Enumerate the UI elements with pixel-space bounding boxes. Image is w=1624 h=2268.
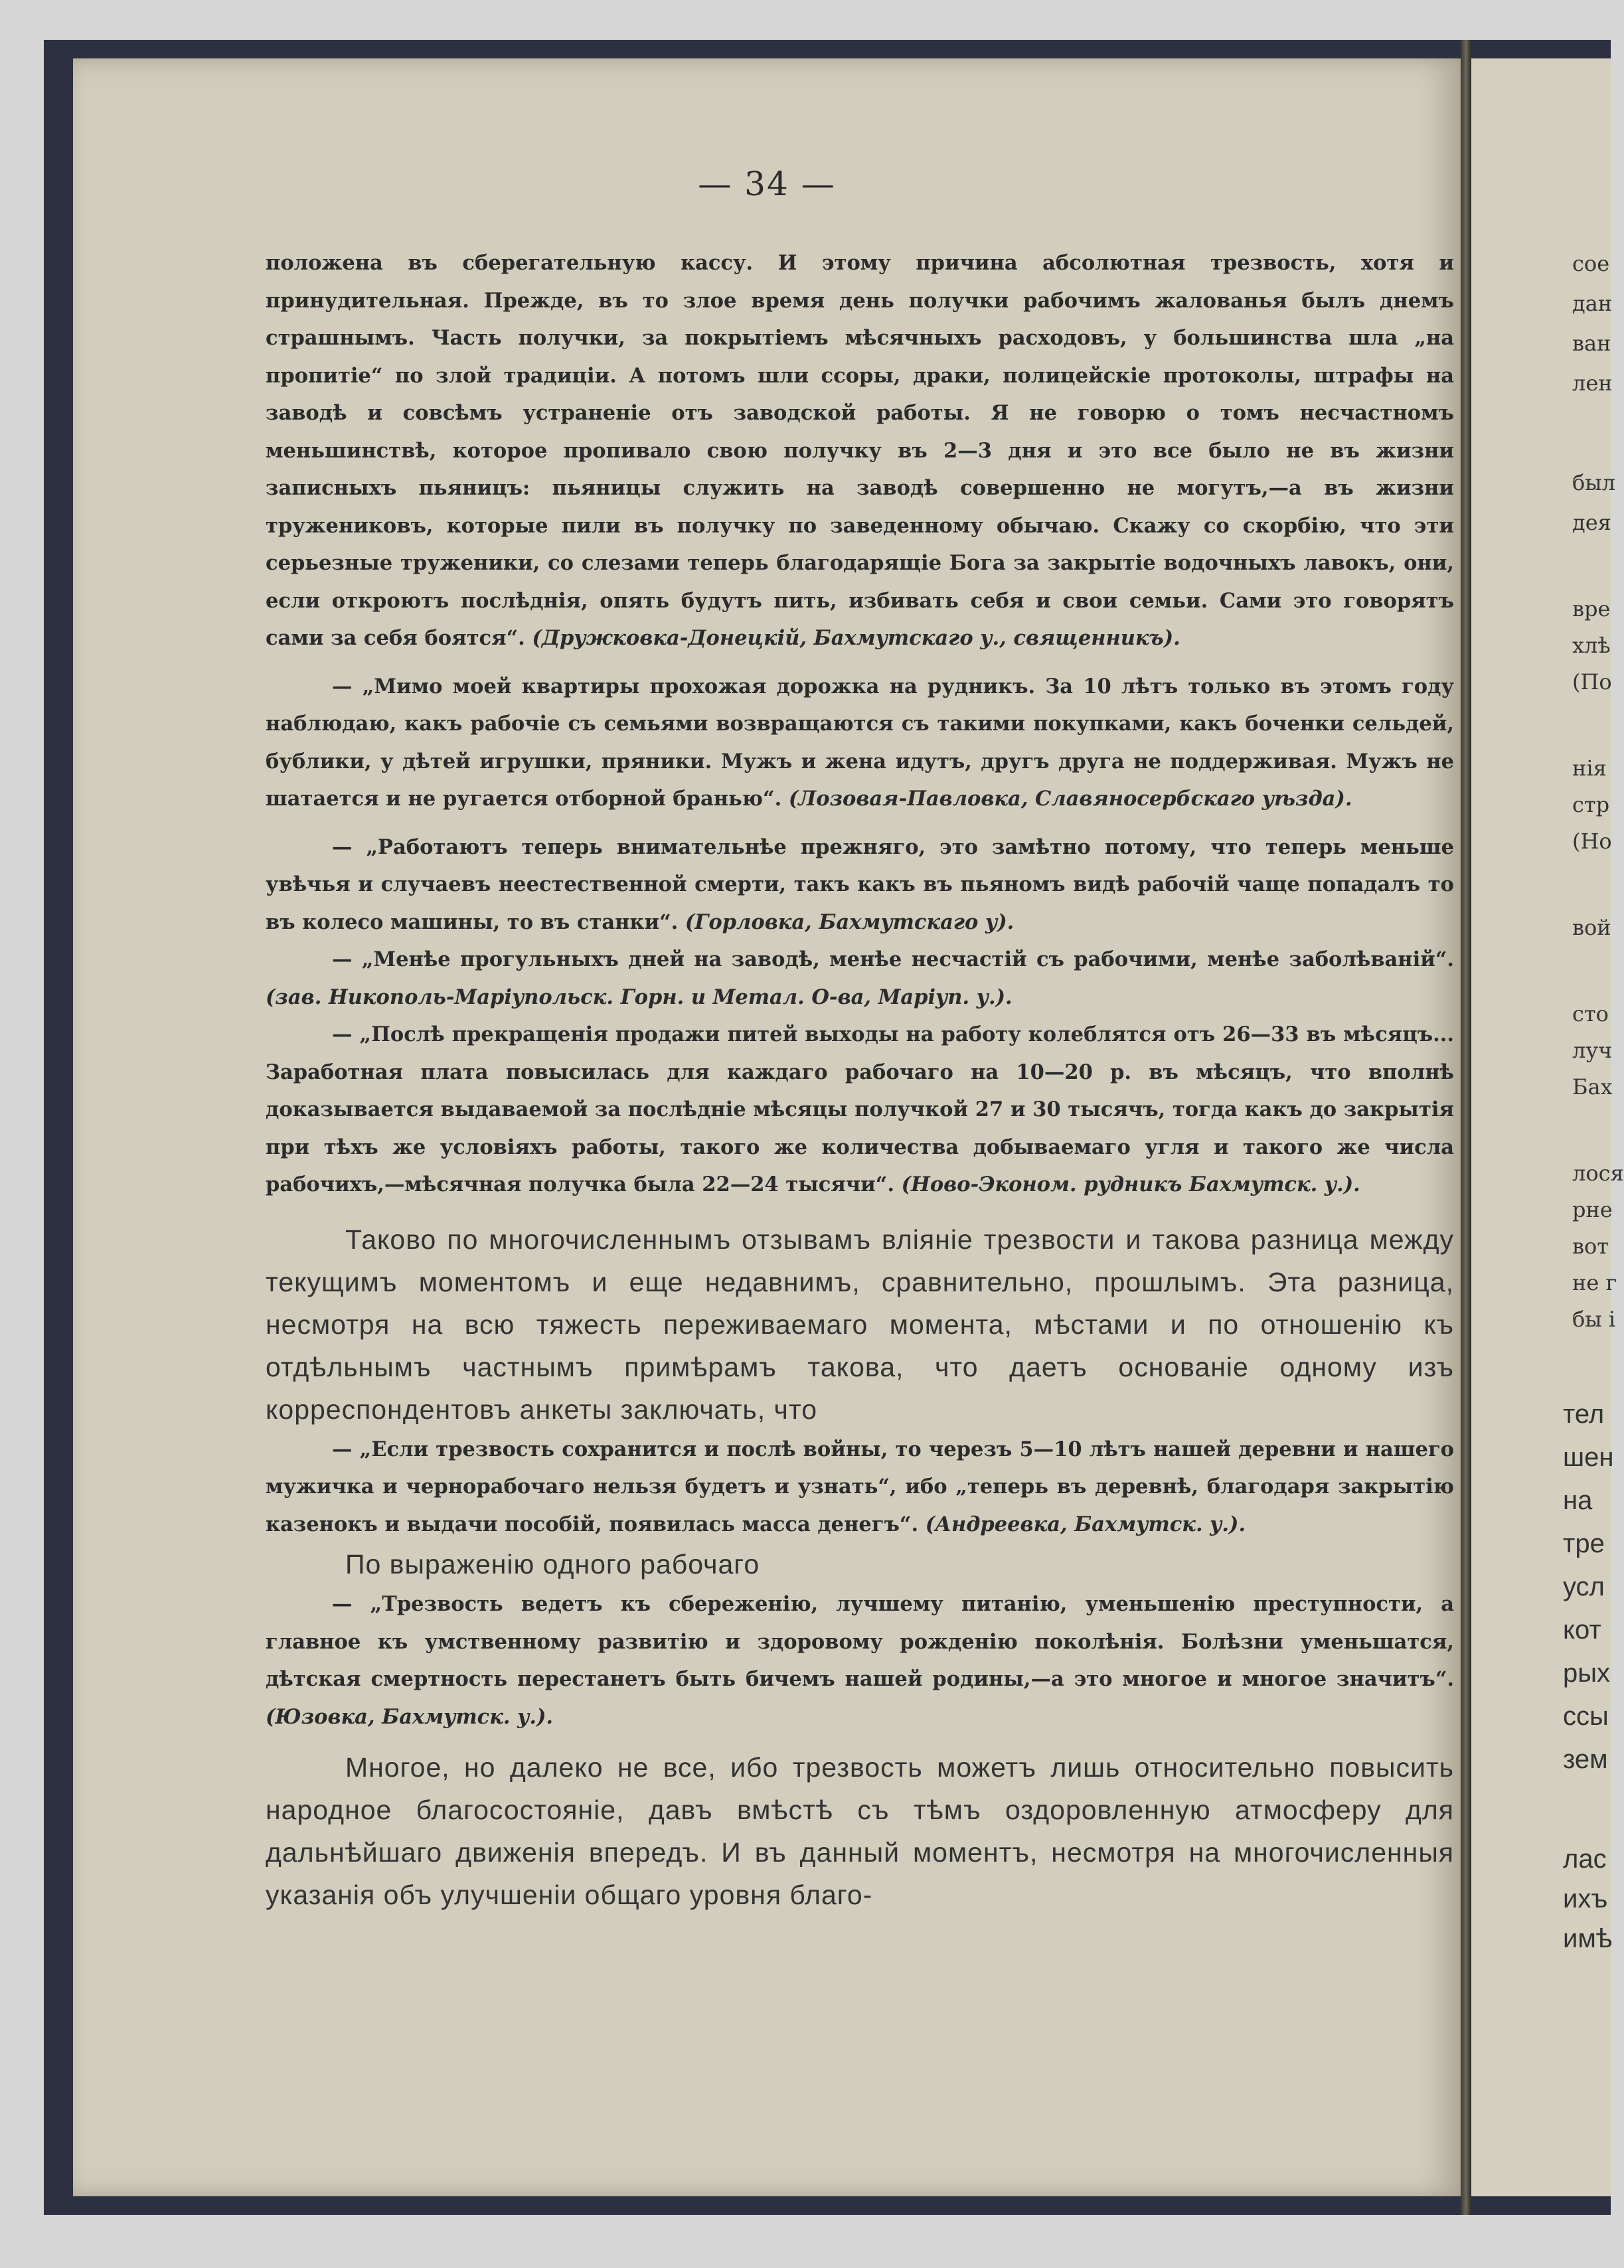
left-page: [73, 58, 1461, 2196]
right-page-fragment: имѣ: [1563, 1924, 1613, 1953]
quote-3: [266, 829, 1454, 941]
right-page-fragment: рых: [1563, 1659, 1610, 1688]
quote-source: (Андреевка, Бахмутск. у.).: [925, 1512, 1246, 1536]
quote-source: (Горловка, Бахмутскаго у).: [685, 910, 1015, 934]
right-page-fragment: вот: [1572, 1234, 1609, 1259]
right-page-fragment: дея: [1572, 510, 1611, 535]
right-page-fragment: бы і: [1572, 1307, 1616, 1332]
quote-text: — „Трезвость ведетъ къ сбереженію, лучшему питанію, уменьшенію преступности, а главное къ умственному развитію и здоровому рожденію поколѣнія. Болѣзни уменьшатся, дѣтская смертность перестанетъ быть бичемъ нашей родины,—а это многое и многое значитъ“.: [266, 1592, 1454, 1691]
right-page-fragment: дан: [1572, 291, 1613, 316]
paragraph-1: Таково по многочисленнымъ отзывамъ вліяніе трезвости и такова разница между текущимъ моментомъ и еще недавнимъ, сравнительно, прошлымъ. Эта разница, несмотря на всю тяжесть переживаемаго момента, мѣстами и по отношенію къ отдѣльнымъ частнымъ примѣрамъ такова, что даетъ основаніе одному изъ корреспондентовъ анкеты заключать, что: [266, 1224, 1454, 1425]
right-page-fragment: вой: [1572, 915, 1611, 940]
quote-text: — „Послѣ прекращенія продажи питей выходы на работу колеблятся отъ 26—33 въ мѣсяцъ... Заработная плата повысилась для каждаго рабочаго на 10—20 р. въ мѣсяцъ, что вполнѣ доказывается выдаваемой за послѣдніе мѣсяцы получкой 27 и 30 тысячъ, тогда какъ до закрытія при тѣхъ же условіяхъ работы, такого же количества добываемаго угля и такого же числа рабочихъ,—мѣсячная получка была 22—24 тысячи“.: [266, 1022, 1454, 1196]
quote-source: (Дружковка-Донецкій, Бахмутскаго у., священникъ).: [532, 626, 1180, 650]
quote-source: (зав. Никополь-Маріупольск. Горн. и Метал. О-ва, Маріуп. у.).: [266, 985, 1013, 1009]
quote-text: — „Менѣе прогульныхъ дней на заводѣ, менѣе несчастій съ рабочими, менѣе заболѣваній“.: [332, 947, 1454, 971]
quote-1: [266, 244, 1454, 657]
right-page-fragment: лося: [1572, 1161, 1624, 1186]
quote-source: (Юзовка, Бахмутск. у.).: [266, 1704, 554, 1729]
quote-2: [266, 668, 1454, 818]
right-page-fragment: кот: [1563, 1615, 1601, 1645]
right-page-fragment: ихъ: [1563, 1884, 1608, 1913]
page-content: [266, 244, 1454, 1916]
page-number: — 34 —: [698, 165, 836, 203]
right-page-fragment: луч: [1572, 1038, 1613, 1063]
quote-text: положена въ сберегательную кассу. И этому причина абсолютная трезвость, хотя и принудительная. Прежде, въ то злое время день получки рабочимъ жалованья былъ днемъ страшнымъ. Часть получки, за покрытіемъ мѣсячныхъ расходовъ, у большинства шла „на пропитіе“ по злой традиціи. А потомъ шли ссоры, драки, полицейскіе протоколы, штрафы на заводѣ и совсѣмъ устраненіе отъ заводской работы. Я не говорю о томъ несчастномъ меньшинствѣ, которое пропивало свою получку въ 2—3 дня и это все было не въ жизни записныхъ пьяницъ: пьяницы служить на заводѣ совершенно не могутъ,—а въ жизни тружениковъ, которые пили въ получку по заведенному обычаю. Скажу со скорбію, что эти серьезные труженики, со слезами теперь благодарящіе Бога за закрытіе водочныхъ лавокъ, они, если откроютъ послѣднія, опять будутъ пить, избивать себя и свои семьи. Сами это говорятъ сами за себя боятся“.: [266, 251, 1454, 650]
right-page-fragment: шен: [1563, 1443, 1614, 1472]
right-page-fragment: тел: [1563, 1400, 1605, 1429]
quote-6: [266, 1431, 1454, 1544]
right-page-fragment: рне: [1572, 1197, 1613, 1222]
right-page-fragment: (По: [1572, 669, 1612, 694]
quote-4: [266, 941, 1454, 1016]
right-page-fragment: ван: [1572, 331, 1611, 356]
right-page-fragment: нія: [1572, 756, 1607, 781]
right-page-fragment: Бах: [1572, 1074, 1613, 1099]
book-gutter: [1461, 40, 1471, 2215]
quote-7: [266, 1585, 1454, 1736]
right-page-fragment: стр: [1572, 792, 1610, 817]
right-page-fragment: зем: [1563, 1745, 1608, 1774]
paragraph-2: По выраженію одного рабочаго: [345, 1549, 760, 1580]
right-page-fragment: усл: [1563, 1572, 1605, 1601]
right-page-fragment: (Но: [1572, 829, 1612, 854]
right-page-fragment: ссы: [1563, 1702, 1609, 1731]
right-page-fragment: вре: [1572, 596, 1611, 621]
quote-text: — „Работаютъ теперь внимательнѣе прежняго, это замѣтно потому, что теперь меньше увѣчья и случаевъ неестественной смерти, такъ какъ въ пьяномъ видѣ рабочій чаще попадалъ то въ колесо машины, то въ станки“.: [266, 835, 1454, 934]
right-page-fragment: был: [1572, 470, 1616, 495]
quote-text: — „Мимо моей квартиры прохожая дорожка на рудникъ. За 10 лѣтъ только въ этомъ году наблюдаю, какъ рабочіе съ семьями возвращаются съ такими покупками, какъ боченки сельдей, бублики, у дѣтей игрушки, пряники. Мужъ и жена идутъ, другъ друга не поддерживая. Мужъ не шатается и не ругается отборной бранью“.: [266, 674, 1454, 811]
right-page-fragment: на: [1563, 1486, 1593, 1515]
right-page-fragment: хлѣ: [1572, 633, 1611, 658]
right-page: [1471, 58, 1624, 2196]
right-page-fragment: сое: [1572, 251, 1610, 276]
quote-5: [266, 1016, 1454, 1204]
right-page-fragment: лас: [1563, 1844, 1607, 1874]
quote-text: — „Если трезвость сохранится и послѣ войны, то черезъ 5—10 лѣтъ нашей деревни и нашего мужичка и чернорабочаго нельзя будетъ и узнать“, ибо „теперь въ деревнѣ, благодаря закрытію казенокъ и выдачи пособій, появилась масса денегъ“.: [266, 1437, 1454, 1536]
right-page-fragment: не г: [1572, 1270, 1617, 1295]
right-page-fragment: тре: [1563, 1529, 1605, 1558]
quote-source: (Лозовая-Павловка, Славяносербскаго уѣзда).: [788, 787, 1352, 811]
quote-source: (Ново-Эконом. рудникъ Бахмутск. у.).: [901, 1173, 1360, 1196]
right-page-fragment: лен: [1572, 370, 1613, 396]
right-page-fragment: сто: [1572, 1001, 1609, 1026]
paragraph-3: Многое, но далеко не все, ибо трезвость можетъ лишь относительно повысить народное благосостояніе, давъ вмѣстѣ съ тѣмъ оздоровленную атмосферу для дальнѣйшаго движенія впередъ. И въ данный моментъ, несмотря на многочисленныя указанія объ улучшеніи общаго уровня благо-: [266, 1752, 1454, 1910]
